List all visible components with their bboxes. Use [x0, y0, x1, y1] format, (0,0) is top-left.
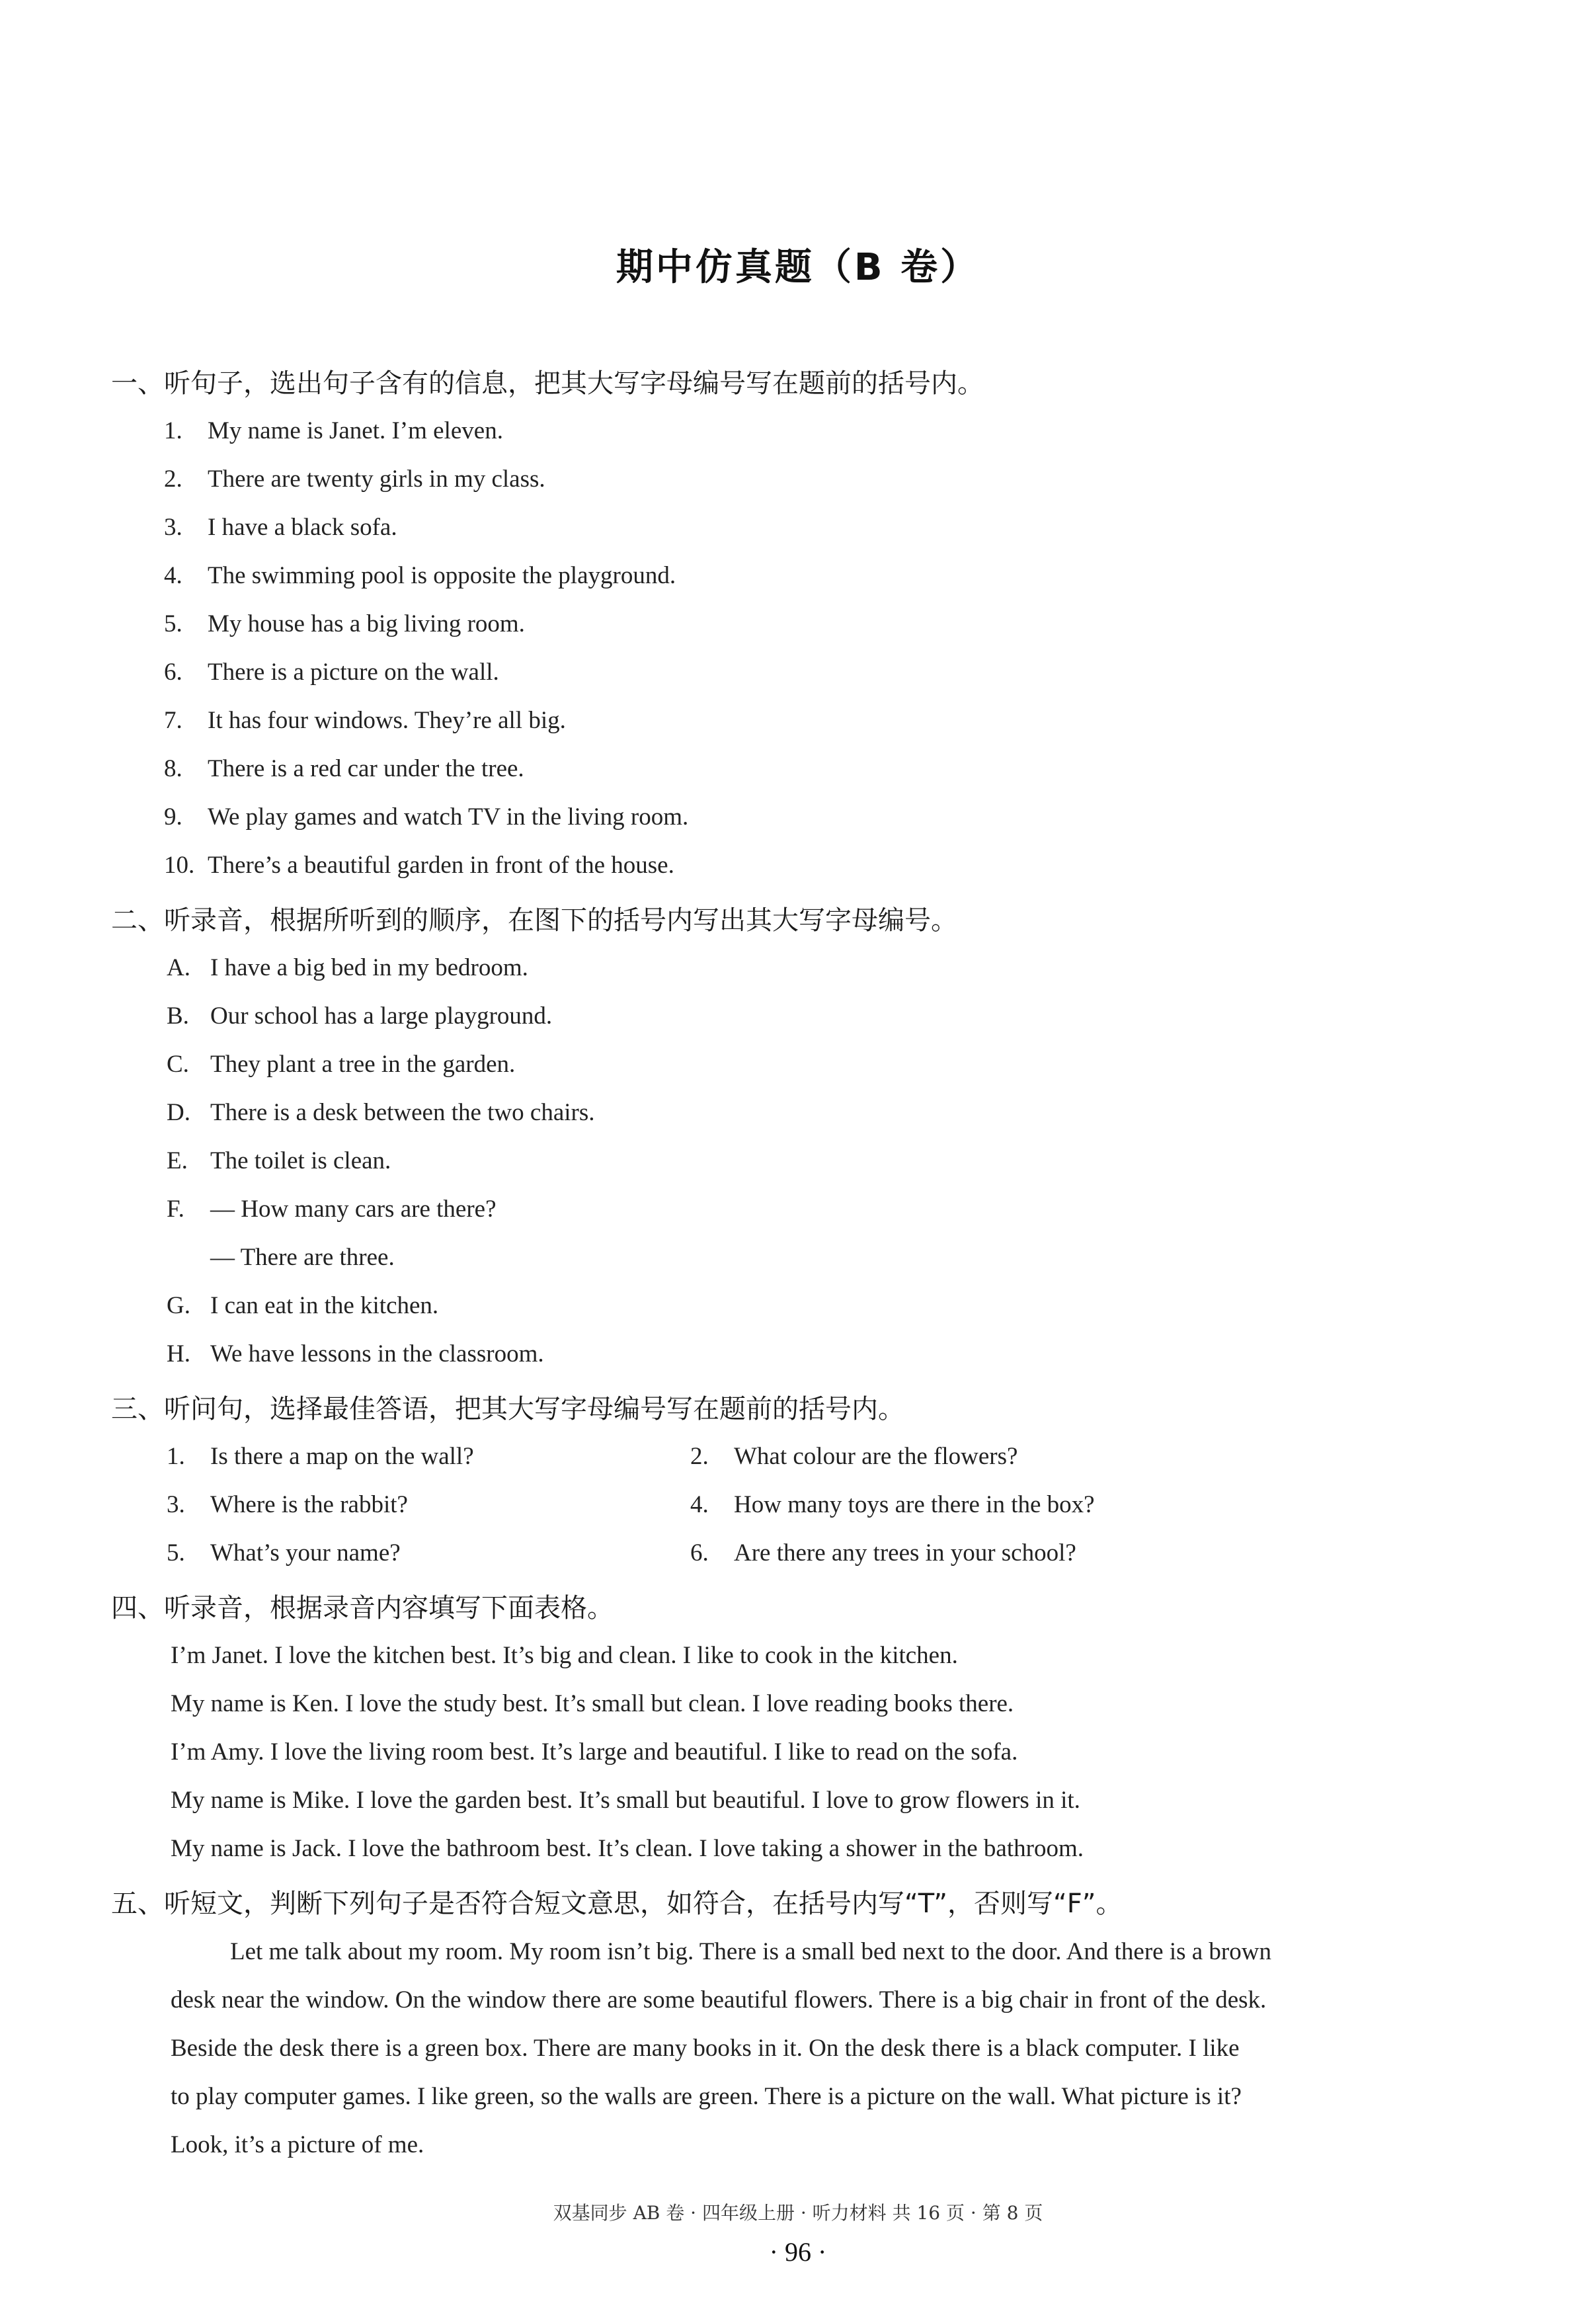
list-item: [164, 610, 525, 638]
item-text: There is a desk between the two chairs.: [210, 1099, 595, 1126]
item-text: There is a red car under the tree.: [208, 755, 524, 782]
list-item: [690, 1539, 1076, 1567]
item-text: There’s a beautiful garden in front of the house.: [208, 852, 674, 879]
item-text: I can eat in the kitchen.: [210, 1292, 439, 1319]
passage-line: Beside the desk there is a green box. There are many books in it. On the desk there is a black computer. I like: [171, 2035, 1240, 2062]
list-item: [167, 1195, 497, 1223]
item-letter: E.: [167, 1147, 188, 1174]
item-number: 10.: [164, 852, 195, 879]
passage-line: Let me talk about my room. My room isn’t big. There is a small bed next to the door. And there is a brown: [230, 1938, 1271, 1965]
list-item: [167, 1098, 595, 1127]
item-number: 3.: [167, 1491, 185, 1518]
item-text: The swimming pool is opposite the playground.: [208, 562, 676, 589]
item-number: 6.: [164, 659, 182, 686]
list-item: [167, 1050, 515, 1079]
section3-heading: 三、听问句，选择最佳答语，把其大写字母编号写在题前的括号内。: [111, 1394, 904, 1424]
item-number: 5.: [164, 610, 182, 637]
list-item: [164, 754, 524, 783]
section5-heading: 五、听短文，判断下列句子是否符合短文意思，如符合，在括号内写“T”，否则写“F”。: [111, 1889, 1123, 1919]
item-number: 4.: [164, 562, 182, 589]
list-item: [164, 658, 499, 686]
item-letter: B.: [167, 1002, 189, 1030]
item-text: My name is Janet. I’m eleven.: [208, 417, 503, 444]
item-number: 2.: [690, 1443, 709, 1470]
section1-heading: 一、听句子，选出句子含有的信息，把其大写字母编号写在题前的括号内。: [111, 368, 984, 399]
list-item: [690, 1490, 1095, 1519]
list-item: [690, 1442, 1017, 1471]
item-text: — There are three.: [210, 1244, 395, 1271]
item-letter: H.: [167, 1340, 190, 1367]
item-number: 3.: [164, 514, 182, 541]
section4-heading: 四、听录音，根据录音内容填写下面表格。: [111, 1593, 614, 1623]
section2-heading: 二、听录音，根据所听到的顺序，在图下的括号内写出其大写字母编号。: [111, 905, 957, 936]
item-number: 2.: [164, 466, 182, 493]
item-text: Where is the rabbit?: [210, 1491, 408, 1518]
item-text: How many toys are there in the box?: [734, 1491, 1095, 1518]
passage-line: Look, it’s a picture of me.: [171, 2131, 424, 2158]
page-footer: 双基同步 AB 卷 · 四年级上册 · 听力材料 共 16 页 · 第 8 页: [553, 2202, 1043, 2224]
item-number: 1.: [167, 1443, 185, 1470]
list-item: [167, 1147, 391, 1175]
list-item: [167, 1291, 438, 1320]
list-item: [164, 803, 688, 831]
transcript-line: My name is Jack. I love the bathroom best. It’s clean. I love taking a shower in the bathroom.: [171, 1835, 1084, 1862]
item-text: There is a picture on the wall.: [208, 659, 499, 686]
list-item: [167, 1243, 395, 1272]
transcript-line: I’m Amy. I love the living room best. It’s large and beautiful. I like to read on the sofa.: [171, 1738, 1018, 1766]
page-number: · 96 ·: [769, 2237, 827, 2267]
item-text: What’s your name?: [210, 1539, 401, 1567]
item-text: I have a big bed in my bedroom.: [210, 954, 528, 981]
list-item: [167, 954, 528, 982]
item-text: My house has a big living room.: [208, 610, 525, 637]
item-number: 8.: [164, 755, 182, 782]
item-text: — How many cars are there?: [210, 1196, 497, 1223]
list-item: [164, 561, 676, 590]
passage-line: to play computer games. I like green, so the walls are green. There is a picture on the wall. What picture is it?: [171, 2083, 1242, 2110]
transcript-line: I’m Janet. I love the kitchen best. It’s big and clean. I like to cook in the kitchen.: [171, 1642, 958, 1669]
transcript-line: My name is Ken. I love the study best. It’s small but clean. I love reading books there.: [171, 1690, 1014, 1717]
item-text: I have a black sofa.: [208, 514, 397, 541]
transcript-line: My name is Mike. I love the garden best. It’s small but beautiful. I love to grow flowers in it.: [171, 1787, 1080, 1814]
item-text: The toilet is clean.: [210, 1147, 391, 1174]
item-number: 1.: [164, 417, 182, 444]
item-text: They plant a tree in the garden.: [210, 1051, 516, 1078]
item-text: Our school has a large playground.: [210, 1002, 553, 1030]
item-number: 9.: [164, 803, 182, 831]
page-title: 期中仿真题（B 卷）: [616, 246, 980, 289]
item-text: We play games and watch TV in the living room.: [208, 803, 689, 831]
item-number: 4.: [690, 1491, 709, 1518]
item-number: 6.: [690, 1539, 709, 1567]
item-number: 5.: [167, 1539, 185, 1567]
list-item: [164, 706, 566, 735]
item-text: Are there any trees in your school?: [734, 1539, 1076, 1567]
item-letter: G.: [167, 1292, 190, 1319]
list-item: [167, 1539, 401, 1567]
list-item: [164, 465, 545, 493]
item-text: There are twenty girls in my class.: [208, 466, 545, 493]
item-letter: D.: [167, 1099, 190, 1126]
passage-line: desk near the window. On the window there are some beautiful flowers. There is a big chair in front of the desk.: [171, 1986, 1267, 2014]
list-item: [164, 417, 503, 445]
list-item: [164, 851, 674, 879]
item-text: What colour are the flowers?: [734, 1443, 1018, 1470]
item-number: 7.: [164, 707, 182, 734]
item-text: Is there a map on the wall?: [210, 1443, 474, 1470]
list-item: [167, 1490, 408, 1519]
item-text: We have lessons in the classroom.: [210, 1340, 544, 1367]
item-letter: A.: [167, 954, 190, 981]
list-item: [164, 513, 397, 542]
item-letter: F.: [167, 1196, 184, 1223]
item-text: It has four windows. They’re all big.: [208, 707, 566, 734]
list-item: [167, 1442, 474, 1471]
list-item: [167, 1002, 552, 1030]
item-letter: C.: [167, 1051, 189, 1078]
list-item: [167, 1340, 544, 1368]
